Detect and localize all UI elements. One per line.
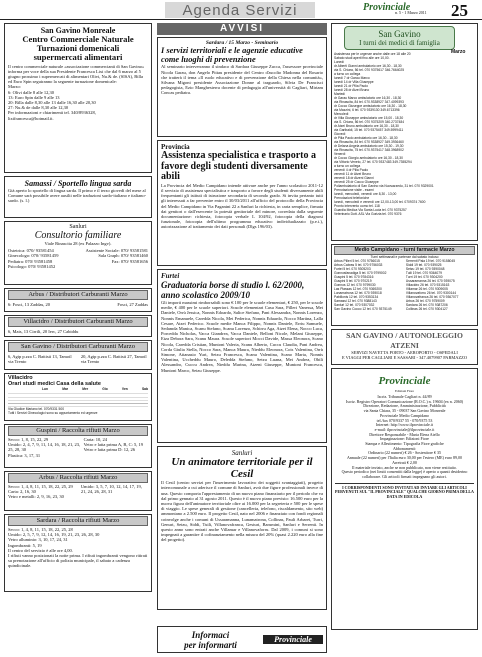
- seminar-article: [157, 37, 327, 137]
- list-item: Gonnos 12 tel. 070 9799030: [334, 283, 376, 287]
- publication-logo: Provinciale: [363, 2, 411, 13]
- list-item: via S. Chiara, 56 tel. 070 9375209 340.2737484: [334, 120, 405, 124]
- list-item: Prenotazioni telefoniche: [334, 196, 370, 200]
- list-item: Siddi 19 tel. 070 939025: [405, 263, 442, 267]
- fuel-turns-b: Fosci, 27 Zaddas: [117, 302, 148, 307]
- list-item: dr Delana Angela ambulatorio ore 15,30 - 19,30: [334, 144, 404, 148]
- list-item: Veterinario Dott. ASL Via Gorizia tel. 070 9376: [334, 212, 402, 216]
- ad-title: SAN GAVINO / AUTONOLEGGIO ATZENI: [346, 331, 463, 350]
- article-headline: Graduatoria borse di studio l. 62/2000, anno scolastico 2009/10: [161, 280, 305, 300]
- info-footer: [157, 626, 327, 653]
- list-item: Guspini 5 tel. 070 970219: [334, 279, 372, 283]
- list-item: Lunamatrona 12 tel. 070 939018: [334, 291, 382, 295]
- box-title: San Gavino / Distributori Carburanti Marzo: [8, 342, 148, 352]
- article-kicker: San Gavino Monreale: [40, 26, 116, 35]
- supermarket-article: [4, 23, 152, 173]
- article-headline: Assistenza specialistica e trasporto a favore degli studenti diversamente abili: [161, 150, 316, 183]
- phone-list: [8, 248, 148, 269]
- list-item: Sardara 26 tel. 070 9387206: [405, 303, 448, 307]
- box-kicker: Sanluri: [69, 224, 87, 230]
- page-number: 25: [451, 1, 468, 20]
- list-item: dr Villa Giuseppe ambulatorio ore 15,00 - 18,30: [334, 116, 404, 120]
- box-title: Arbus / Raccolta rifiuti Marzo: [8, 473, 148, 483]
- list-item: lunedì 14 dr Villa Giuseppe: [334, 80, 374, 84]
- list-item: lunedì 7 dr Garau Marco: [334, 76, 370, 80]
- masthead-subtitle: Edizioni Fiore: [395, 389, 414, 393]
- article-kicker: Furtei: [161, 272, 180, 280]
- box-kicker: Villacidro: [8, 375, 33, 381]
- list-item: Villanovaforru 26 tel. 070 9300144: [405, 291, 457, 295]
- doctors-box: [331, 23, 478, 241]
- box-title: Arbus / Distributori Carburanti Marzo: [8, 290, 148, 300]
- list-item: Internet: http://www.ilprovinciale.it: [376, 422, 433, 428]
- list-item: Guspini 5 tel. 070 9784316: [334, 275, 374, 279]
- scholarship-article: [157, 269, 327, 443]
- list-item: Mercoledì: [334, 112, 349, 116]
- doctors-header: [344, 26, 455, 50]
- list-item: dr Pilia Paolo ambulatorio ore 16,30 - 18,30: [334, 136, 398, 140]
- list-item: Il materiale inviato, anche se non pubblicato, non viene restituito.: [352, 464, 457, 470]
- phone-row: Ginecologo: 070/ 93581459 Sala Graph: 070/ 93581460: [8, 253, 148, 259]
- assistance-article: [157, 140, 327, 266]
- list-item: Pronto intervento uomo tel. 118: [334, 204, 380, 208]
- pharmacy-list-b: [406, 259, 475, 311]
- list-item: Impaginazione: Edizioni Fiore: [380, 436, 429, 442]
- box-title: Medio Campidano - turni farmacie Marzo: [334, 246, 475, 255]
- table-note: Via Giudice Mariano tel. 070/9331 500: [8, 407, 65, 411]
- list-item: dr Cocco Giorgio ambulatorio ore 16,30 - 18,30: [334, 156, 403, 160]
- list-item: Sabato studi aperti fino alle ore 10,00.: [334, 56, 390, 60]
- article-body: Gli importi massimi rimborsabili sono € 100 per le scuole elementari, € 250, per le scuole medie, € 400 per le scuole superiori. Scuole elementari Casu Sara, Pilleri Vanessa, Mei Daniele, Orrù Jessica, Nonnis Edoardo, Salice Stefano, Pani Alessandra, Nonnis Lorenzo, Nonnis Emanuele, Caredda Nicola, Mei Federica, Nonnis Eduardo, Nocco Martina, Lalla Cesare, Atzei Federico. Scuole medie Manca Filippo, Nonnis Daniele, Erriu Samuele, Sedamda Manica, Scanu Stefano, Scanu Lorenzo, Schirru Aga, Atzei Elena, Nocco Luca, Porcedda Nicholas, Vacca Giandrea, Vacca Daniele, Belloni Nicole, Melani Giuseppe, Etza Debora Sara, Scanu Maura. Scuole superiori Mocci Davide, Massa Eleonora, Scano Nicola, Caredda Cristian, Muntoni Valeria, Scanu Alberto, Cuccu Claudia, Pani Andrea, Corda Giulia Stella, Nocco Sara, Manca Maura, Nieddu Eleonora, Cois Valentina, Orrù Simone, Attanasio Yuri, Setzu Francesca, Scanu Valentina, Scano Marta, Nonnis Valentina, Uccheddu Mauro, Deledda Stefano, Setzu Luana, Mei Andrea, Obili Alessandro, Cuccu Andrea, Nieddu Marina, Atzeni Giuseppe, Muntoni Francesca, Muntoni Marco, Setzu Giuseppe.: [161, 300, 323, 373]
- list-item: via Rinascita, 84 tel. 070.9338927 347.4099393: [334, 100, 404, 104]
- list-item: Assistenza per le urgenze anche dalle ore 18 alle 20: [334, 52, 411, 56]
- list-item: Turri 19 tel. 070 9304200: [405, 275, 443, 279]
- article-headline: I servizi territoriali e le agenzie educative come luoghi di prevenzione: [161, 46, 303, 65]
- list-item: venerdì 11 dr Atzei Bruno: [334, 172, 371, 176]
- fuel-turns-b: 20, Agip p.zza C. Battisti 27, Tamoil via Trento: [80, 354, 147, 365]
- list-item: San Gavino Cocco 12 tel. 070 9375149: [334, 307, 392, 311]
- box-title: Villacidro / Distributori Carburanti Marzo: [8, 317, 148, 327]
- section-title: Agenda Servizi: [165, 2, 315, 18]
- article-body: Il centro commerciale naturale «associazione commercianti di San Gavino» informa per voce della sua Presidente Francesca Lixi che dal 6 marzo al 5 giugno prossimo i supermercati di alimentari Olivi, Nu.& de. (SISA), Billa ed Euro Spin seguiranno la seguente turnazione domenicale: Marzo: 6: Olivi dalle 8 alle 12,30 13: Euro Spin dalle 9 alle 13 20: Billa dalle 8,30 alle 13 dalle 16,30 alle 20,30 27: Nu.& de dalle 8,30 alle 12,30 Per informazioni e chiarimenti tel. 340/8936328, lixifrancesca@hotmail.it.: [8, 63, 145, 121]
- list-item: Gonnosfanadiga 5 tel. 070 9799002: [334, 271, 387, 275]
- list-item: Arbus Cabras 5 tel. 070 9756033: [334, 263, 383, 267]
- masthead-footer: I CORRISPONDENTI SONO INVITATI AD INVIARE GLI ARTICOLI PERVENUTI SUL "IL PROVINCIALE" QUALCHE GIORNO PRIMA DELLA DATA IN EDICOLA: [335, 484, 474, 500]
- section-banner: AVVISI: [157, 23, 327, 35]
- notice-title: Samassi / Sportello lingua sarda: [24, 179, 132, 188]
- medical-hours-box: [4, 373, 152, 421]
- list-item: lunedì, mercoledì e venerdì ore 12,00-13,00 tel. 0709374 7600: [334, 200, 426, 204]
- box-title: I turni dei medici di famiglia: [359, 39, 440, 47]
- table-note-2: Tutti i Servizi Ginecologici sono su appuntamento ed urgenze: [8, 411, 98, 415]
- pharmacy-box: [331, 244, 478, 326]
- article-headline-2: Turnazioni domenicali: [36, 43, 120, 54]
- phone-row: Ostetrica: 070/ 93581454 Assistente Sociale: 070/ 93581581: [8, 248, 148, 254]
- list-item: tel./fax 070/9337 55 - 070/9375 53: [376, 417, 433, 423]
- fuel-turns-a: 6: Fosci, 13 Zaddas, 20: [8, 302, 50, 307]
- page-header: [0, 0, 482, 20]
- list-item: Sanluri 12 tel. 070 9307032: [334, 303, 375, 307]
- list-item: venerdì 18 dr Atzeni Gianni: [334, 176, 374, 180]
- phone-row: Psicologo: 070/ 93581452: [8, 263, 56, 269]
- list-item: a turno un collega: [334, 72, 361, 76]
- list-item: Direzione, Redazione, Amministrazione, Pubblicità: [363, 403, 446, 409]
- list-item: via Mazzini, 6 tel. 070 9339130 349.6713396: [334, 108, 400, 112]
- notice-body: Già aperto lo sportello di lingua sarda. Il primo e il terzo giovedì del mese al Comune sarà possibile avere ausilii nelle traduzioni sardo-italiano e italiano-sardo. (s. l.): [8, 188, 147, 204]
- list-item: Villanovafranca 26 tel. 070 9367077: [405, 295, 459, 299]
- footer-logo: Provinciale: [263, 635, 323, 644]
- list-item: Direttore Responsabile - Maria Elena Aiello: [369, 431, 440, 437]
- list-item: Furtei 5 tel. 070 9305203: [334, 267, 371, 271]
- list-item: Arbus Pilleri 5 tel. 070 9756015: [334, 259, 380, 263]
- weekday-header: Lun Mar Mer Gio Ven Sab: [42, 387, 148, 391]
- doctors-list: [334, 52, 475, 216]
- list-item: via Vittorio Veneto, 27 tel. 070 9337483 349.7355294: [334, 160, 412, 164]
- article-headline: Un animatore territoriale per il Cesil: [171, 456, 313, 480]
- list-item: Poliambulatorio di San Gavino via Nuovazzedu, 31 tel. 070 9329001: [334, 184, 434, 188]
- list-item: Prenotazione visite - esami: [334, 188, 374, 192]
- list-item: Venerdì: [334, 152, 346, 156]
- list-item: Tuili 19 tel. 070 9364079: [405, 271, 442, 275]
- list-item: Questo periodico (nei limiti consentiti dalla legge) è aperto a quanti desiderino collaborare. Gli articoli firmati impegnano gli autori.: [341, 469, 468, 479]
- arbus-fuel-box: [4, 288, 152, 312]
- box-headline: Consultorio familiare: [34, 230, 122, 241]
- waste-schedule-b: Carta: 10, 24 Vetro e latta prima A, B, C: 5, 19 Vetro e latta prima D: 12, 26: [83, 437, 143, 453]
- right-column: [331, 23, 478, 653]
- list-item: Villacidro 26 tel. 070 9315163: [405, 283, 450, 287]
- list-item: e-mail: ilprovinciale@ilprovinciale.it: [374, 426, 435, 432]
- list-item: Lunedì: [334, 60, 345, 64]
- list-item: venerdì 4 dr Pilia Paolo: [334, 168, 369, 172]
- list-item: dr Alberti Gianni ambulatorio ore 16,30 - 18,30: [334, 64, 402, 68]
- list-item: Guardia Medica Via Santa Lucia tel. 070 9375257: [334, 208, 407, 212]
- box-title: Sardara / Raccolta rifiuti Marzo: [8, 516, 148, 526]
- box-subtitle: Turni settimanali e partenze dal sabato incluso: [370, 255, 439, 259]
- list-item: Arbus 26 tel. 070 9759009: [405, 299, 445, 303]
- list-item: Ussaramanna 26 tel. 070 939075: [405, 279, 455, 283]
- list-item: Iscriz. Registro Operatori Comunicazione (R.O.C.) n. 19604 (ex n. 2060): [345, 398, 464, 404]
- list-item: Collinas 26 tel. 070 9304127: [405, 307, 448, 311]
- article-kicker: Provincia: [161, 143, 190, 151]
- list-item: lunedì 21 dr Pilia Paolo: [334, 84, 368, 88]
- sangavino-fuel-box: [4, 340, 152, 370]
- masthead-body: [335, 395, 474, 480]
- waste-schedule-a: Secco: 1, 8, 15, 22, 29 Umido: 2, 4, 7, 9, 11, 14, 16, 18, 21, 23, 25, 28, 30 Plastica: 3, 17, 31: [8, 437, 81, 458]
- villacidro-fuel-box: [4, 315, 152, 337]
- waste-schedule-a: Secco: 1, 4, 8, 11, 15, 18, 22, 25, 29 Carta: 2, 16, 30 Vetro e metalli: 2, 9, 16, 23, 30: [8, 484, 73, 500]
- list-item: venerdì 25 dr Cocco Giuseppe: [334, 180, 379, 184]
- masthead-box: [331, 368, 478, 630]
- phone-row: Pediatra: 070/ 93581458 Fax: 070/ 93581656: [8, 258, 148, 264]
- list-item: Las Plassas 12 tel. 070 9369200: [334, 287, 382, 291]
- list-item: lunedì 28 dr Atzei Bruno: [334, 88, 370, 92]
- center-column: [157, 23, 327, 653]
- list-item: Arretrati € 2,00: [392, 459, 417, 465]
- list-item: via S. Chiara, 56 tel. 070 9375617 346.7664025: [334, 68, 405, 72]
- box-title: Guspini / Raccolta rifiuti Marzo: [8, 426, 148, 436]
- box-month: Marzo: [451, 49, 466, 55]
- footer-line-2: per informarti: [184, 639, 237, 650]
- list-item: Annuale (22 numeri) per l'Italia euro 30,00 per l'estero (ME) euro 89,00: [346, 455, 463, 461]
- list-item: via Rinascita, 75 tel. 070.9375417 348.3968902: [334, 148, 404, 152]
- guspini-waste-box: [4, 424, 152, 468]
- list-item: Serrenti Pala 19 tel. 070 9158045: [405, 259, 456, 263]
- list-item: Pabillonis 12 tel. 070 9353134: [334, 295, 379, 299]
- schedule-table: [8, 391, 148, 407]
- box-kicker: San Gavino: [378, 29, 421, 39]
- pharmacy-list-a: [334, 259, 403, 311]
- article-kicker: Sardara / 15 Marzo - Seminario: [205, 40, 279, 46]
- list-item: Villamar 26 tel. 070 9309005: [405, 287, 448, 291]
- article-headline-3: supermercati alimentari: [33, 52, 123, 63]
- ad-line-2: E VIAGGI PER CAGLIARI E SASSARI - 347.4079907 PARMAZZO: [341, 354, 468, 360]
- list-item: dr Garau Marco ambulatorio ore 16,30 - 18,30: [334, 96, 402, 100]
- left-column: [4, 23, 152, 653]
- article-body: Al seminario interverranno il sindaco di Sardara Giuseppe Zucca, l'assessore provinciale Nicola Garau, don Angelo Pittau presidente del Centro d'ascolto Madonna del Rosario che tratterà il tema «Il ruolo educativo e di prevenzione della Chiesa nella comunità», Silvana Migoni presidente Associazione Donne al traguardo, Silvia De Francisci pedagogista, Ezio Manghesterra docente di pedagogia all'università di Cagliari, Miriam Concas pediatra.: [161, 64, 323, 96]
- cesil-article: [157, 446, 327, 610]
- list-item: Ordinario (22 numeri) € 26 - Sostenitore € 35: [368, 450, 441, 456]
- list-item: Setzu 19 tel. 070 9390048: [405, 267, 445, 271]
- list-item: lunedì, mercoledì, venerdì ore 8,30 - 13,00: [334, 192, 397, 196]
- list-item: dr Atzei Bruno ambulatorio ore 16,30 - 18,30: [334, 124, 399, 128]
- arbus-waste-box: [4, 471, 152, 511]
- waste-schedule: Secco: 1, 4, 8, 11, 15, 18, 22, 25, 28 Umido: 2, 5, 7, 9, 12, 14, 16, 19, 21, 23, 26, 28, 30 Vetro alluminio: 3, 10, 17, 24, 31 Ingombranti: 5, 19 Il centro del servizio è alle ore 4,00. I rifiuti vanno posizionati la notte prima. I rifiuti ingombranti vengono ritirati su prenotazione all'ufficio di polizia municipale, il sabato a cadenza quindicinale.: [8, 527, 148, 569]
- issue-date: n. 5 - 1 Marzo 2011: [395, 10, 427, 15]
- list-item: Giovedì: [334, 132, 346, 136]
- waste-schedule-b: Umido: 3, 5, 7, 10, 12, 14, 17, 19, 21, 24, 26, 28, 31: [80, 484, 142, 495]
- footer-line-1: Informaci: [191, 629, 230, 640]
- box-address: Viale Rinascita 28 (ex Palazzo Ingv).: [44, 241, 112, 246]
- box-title: Orari studi medici Casa della salute: [8, 381, 101, 387]
- ad-line-1: SERVIZI NAVETTA PORTO - AEROPORTO - OSPEDALI: [351, 350, 458, 355]
- bus-ad: [331, 329, 478, 365]
- masthead-logo: Provinciale: [378, 375, 431, 387]
- list-item: Iscriz. Tribunale Cagliari n. 44/89: [377, 394, 432, 399]
- fuel-turns-a: 6, Agip p.zza C. Battisti 13, Tamoil via Trento: [8, 354, 72, 365]
- list-item: Martedì: [334, 92, 346, 96]
- sardara-waste-box: [4, 514, 152, 592]
- list-item: Abbonamenti:: [393, 445, 416, 451]
- samassi-notice: [4, 176, 152, 218]
- list-item: via Santa Chiara, 35 - 09037 San Gavino Monreale: [363, 408, 446, 414]
- list-item: Samassi 12 tel. 070 9388143: [334, 299, 377, 303]
- list-item: dr Cocco Giuseppe ambulatorio ore 16,30 - 18,30: [334, 104, 407, 108]
- list-item: a turno un collega: [334, 164, 361, 168]
- fuel-turns: 6, Mais, 13 Cirrili, 20 Ierc, 27 Cabiddu: [8, 329, 79, 334]
- list-item: Provinciale Medio Campidano: [379, 412, 430, 418]
- list-item: Stampa e Allestimento: Tipografia Fiore grafiche: [365, 441, 444, 447]
- list-item: via Garibaldi, 15 tel. 070 9375457 349.5999411: [334, 128, 404, 132]
- list-item: via Rinascita, 84 tel. 070 9338927 349.3936460: [334, 140, 404, 144]
- article-kicker: Sanluri: [231, 449, 253, 457]
- consultorio-box: [4, 221, 152, 285]
- article-body: La Provincia del Medio Campidano intende attivare anche per l'anno scolastico 2011-12 il servizio di assistenza specialistica e trasporto a favore degli studenti diversamente abili frequentanti gli istituti di istruzione secondaria di secondo grado. Si invita pertanto tutti gli interessati a far pervenire entro il 30/03/2011 all'ufficio del protocollo della Provincia del Medio Campidano in Via Paganini 22 a Sanluri la richiesta, in carta semplice, firmata dai genitori o dall'esercente la potestà genitoriale del minore, corredata dalla seguente documentazione: richiesta, fotocopia verbale L 104/92, fotocopia della diagnosi funzionale, fotocopia dell'ultimo programma educativo individualizzato (p.e.i.), autorizzazione al trattamento dei dati personali (Dlgs 196/03).: [161, 182, 323, 230]
- article-body: Il Cesil (centro servizi per l'inserimento lavorativo dei soggetti svantaggiati), progetto intercomunale a cui aderisce il comune di Sanluri, avrà due figure professionali invece di una. Questo comporta l'apprestamento di un nuovo piano finanziario per il periodo che va dal primo gennaio al 31 agosto 2011. Questo è il nuovo piano previsto: 16.500 euro per la nuova figura dell'animatore territoriale oltre ai 16.000 per la segreteria e 500 per le spese di viaggio. Le spese generali di gestione (cancelleria, telefono, riscaldamento, sito web) ammontano a 2.500 euro. Il progetto Cesil, nato nel 2006 e finanziato con fondi regionali coinvolge anche i comuni di Ussaramanna, Lunamatrona, Collinas, Pauli Arbarei, Turri, Genuri, Setzu, Siddi, Tuili, Villanovafranca, Gesturi, Barumini, Sanluri e Serrenti. In questo anno sono entrati anche Villamar e Villanovaforru. Dal 2009, i comuni si sono impegnati a garantire il cofinanziamento nella misura del 20% (quasi 2.220 euro alla fine del progetto).: [161, 480, 323, 543]
- article-headline-1: Centro Commerciale Naturale: [22, 34, 134, 44]
